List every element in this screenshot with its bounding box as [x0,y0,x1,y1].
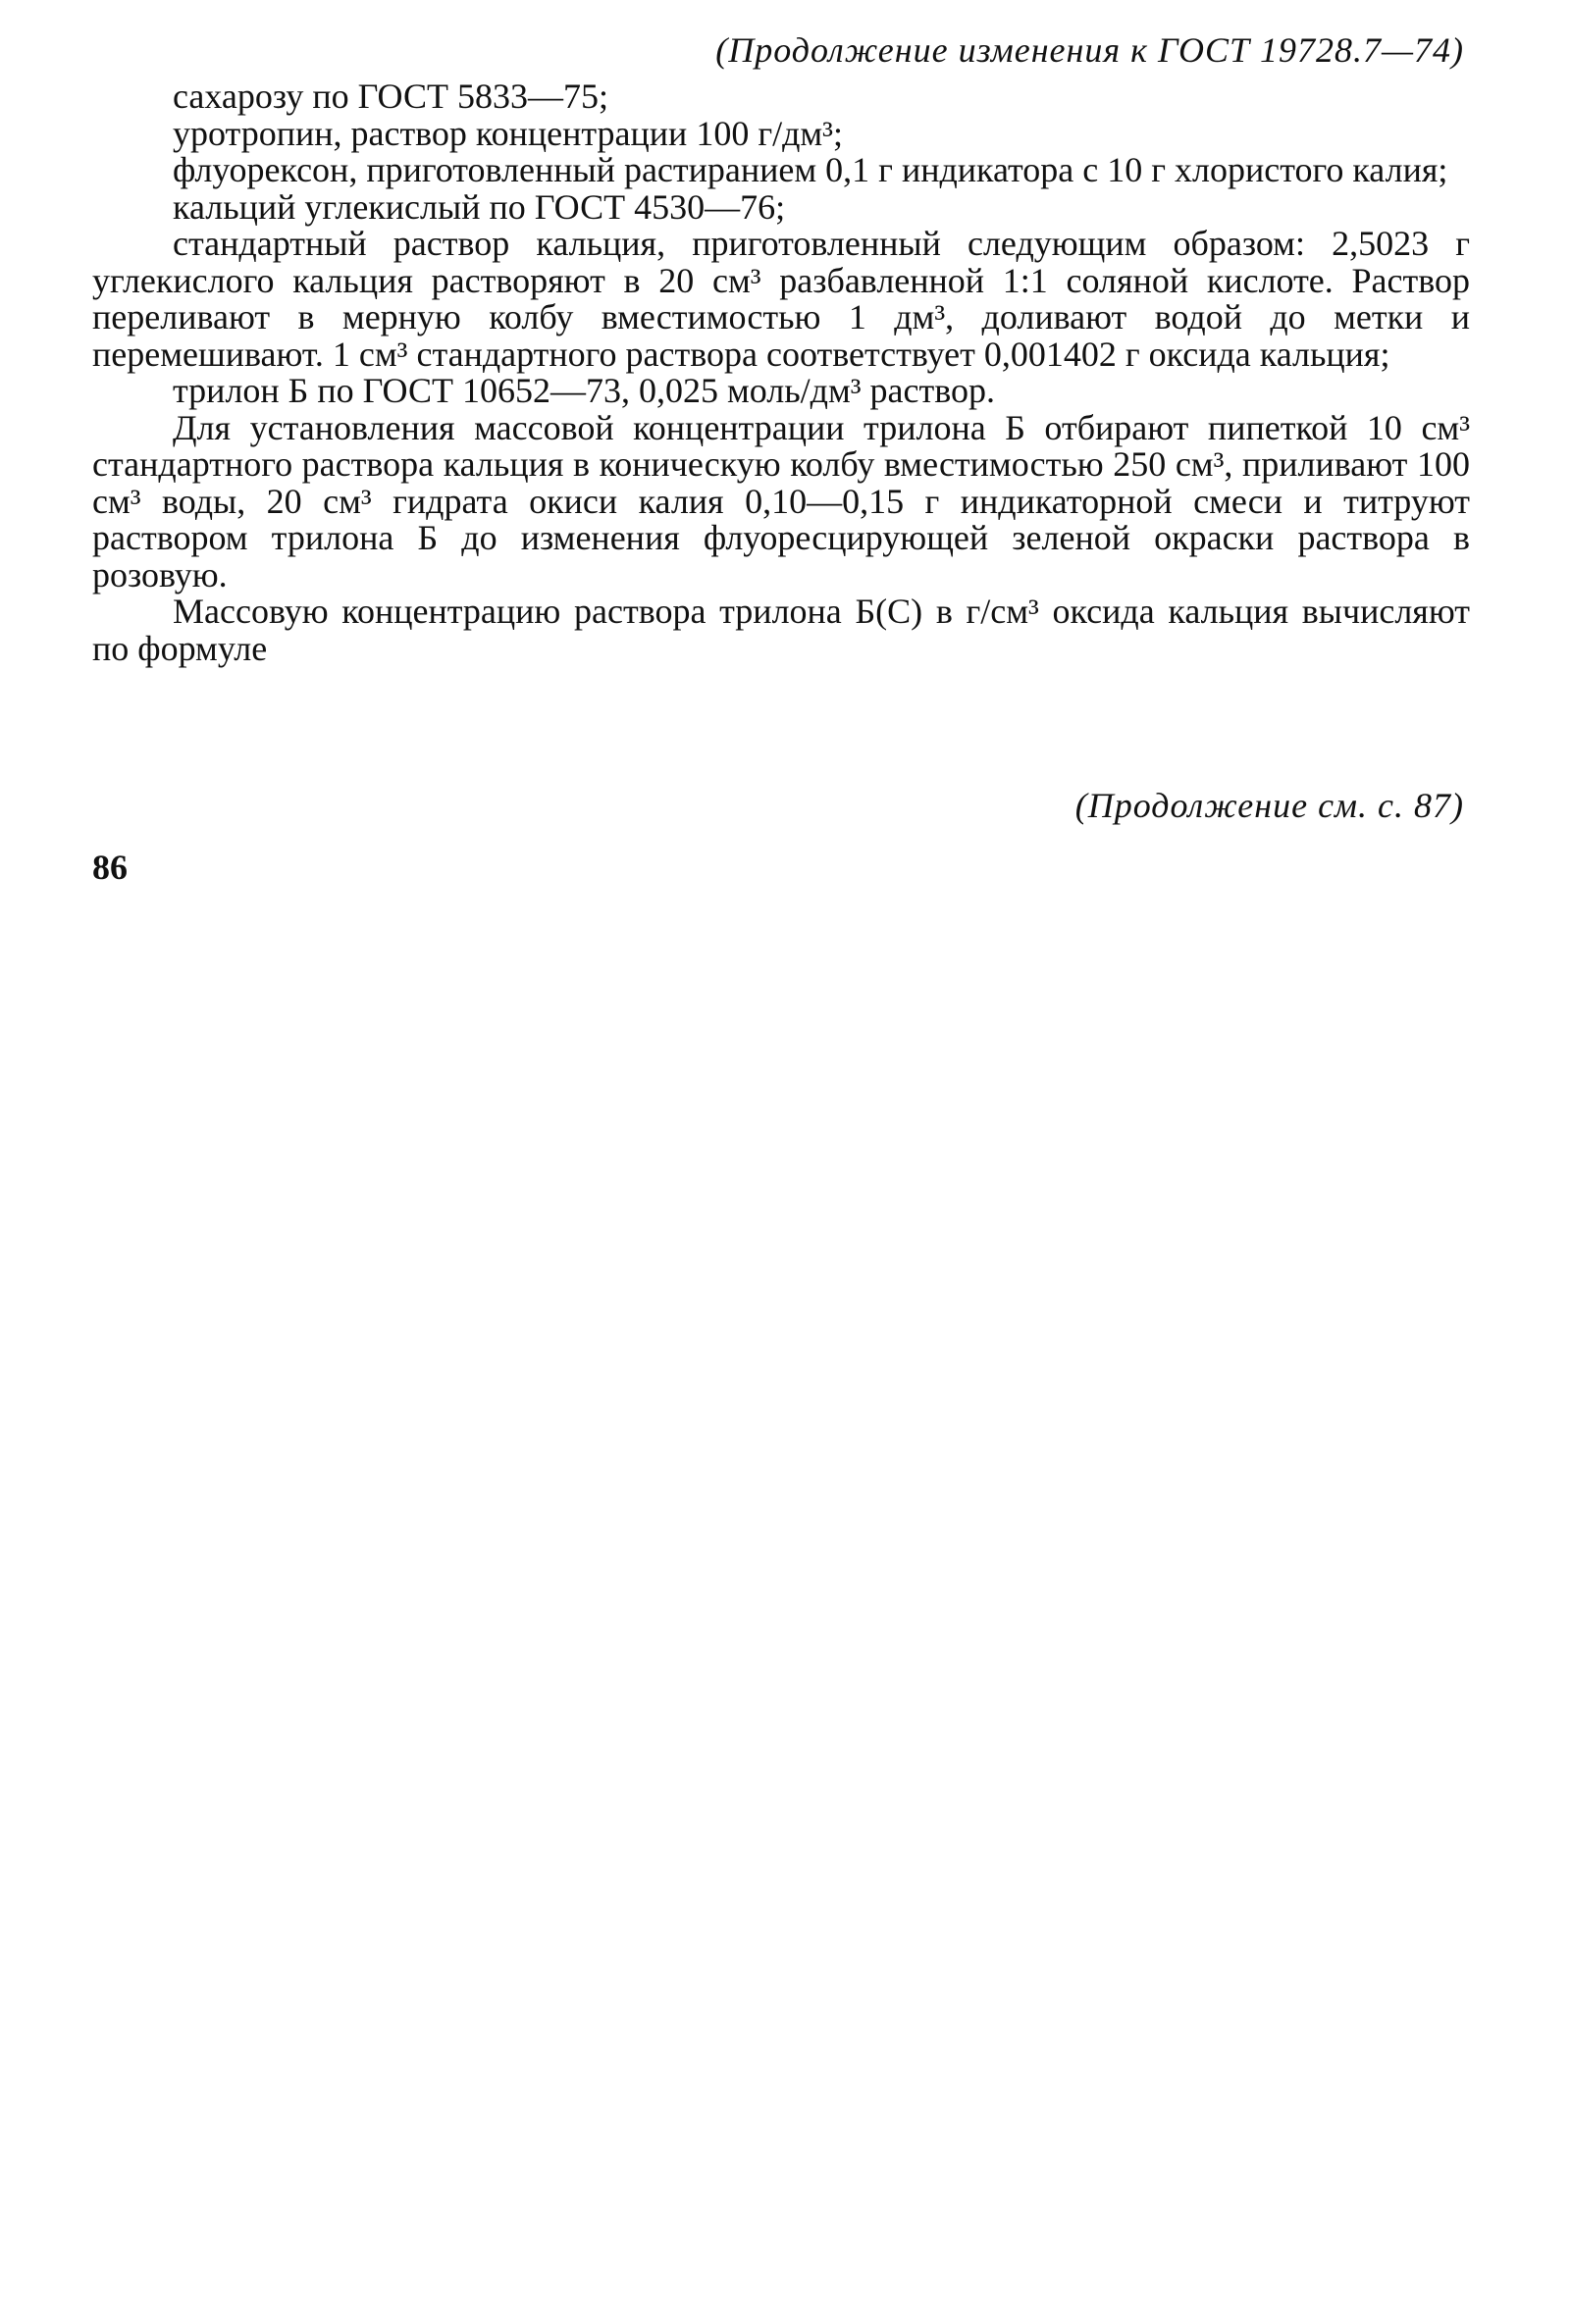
continuation-header: (Продолжение изменения к ГОСТ 19728.7—74) [715,30,1464,70]
continuation-footer: (Продолжение см. с. 87) [1074,786,1464,825]
paragraph-titration-procedure: Для установления массовой концентрации трилона Б отбирают пипеткой 10 см³ стандартного раствора кальция в коническую колбу вместимостью 250 см³, приливают 100 см³ воды, 20 см³ гидрата окиси калия 0,10—0,15 г индикаторной смеси и титруют раствором трилона Б до изменения флуоресцирующей зеленой окраски раствора в розовую. [92,407,1470,594]
paragraph-trilon-b: трилон Б по ГОСТ 10652—73, 0,025 моль/дм³ раствор. [173,371,995,410]
paragraph-formula-intro: Массовую концентрацию раствора трилона Б(C) в г/см³ оксида кальция вычисляют по формуле [92,592,1470,668]
paragraph-standard-solution: стандартный раствор кальция, приготовленный следующим образом: 2,5023 г углекислого кальция растворяют в 20 см³ разбавленной 1:1 соляной кислоте. Раствор переливают в мерную колбу вместимостью 1 дм³, доливают водой до метки и перемешивают. 1 см³ стандартного раствора соответствует 0,001402 г оксида кальция; [92,224,1470,374]
paragraph-urotropin: уротропин, раствор концентрации 100 г/дм³; [173,113,843,153]
document-body [92,78,1470,667]
page-number: 86 [92,848,128,887]
paragraph-calcium-carbonate: кальций углекислый по ГОСТ 4530—76; [173,186,786,227]
paragraph-sucrose: сахарозу по ГОСТ 5833—75; [173,77,608,116]
paragraph-fluorexon: флуорексон, приготовленный растиранием 0,1 г индикатора с 10 г хлористого калия; [173,150,1448,189]
